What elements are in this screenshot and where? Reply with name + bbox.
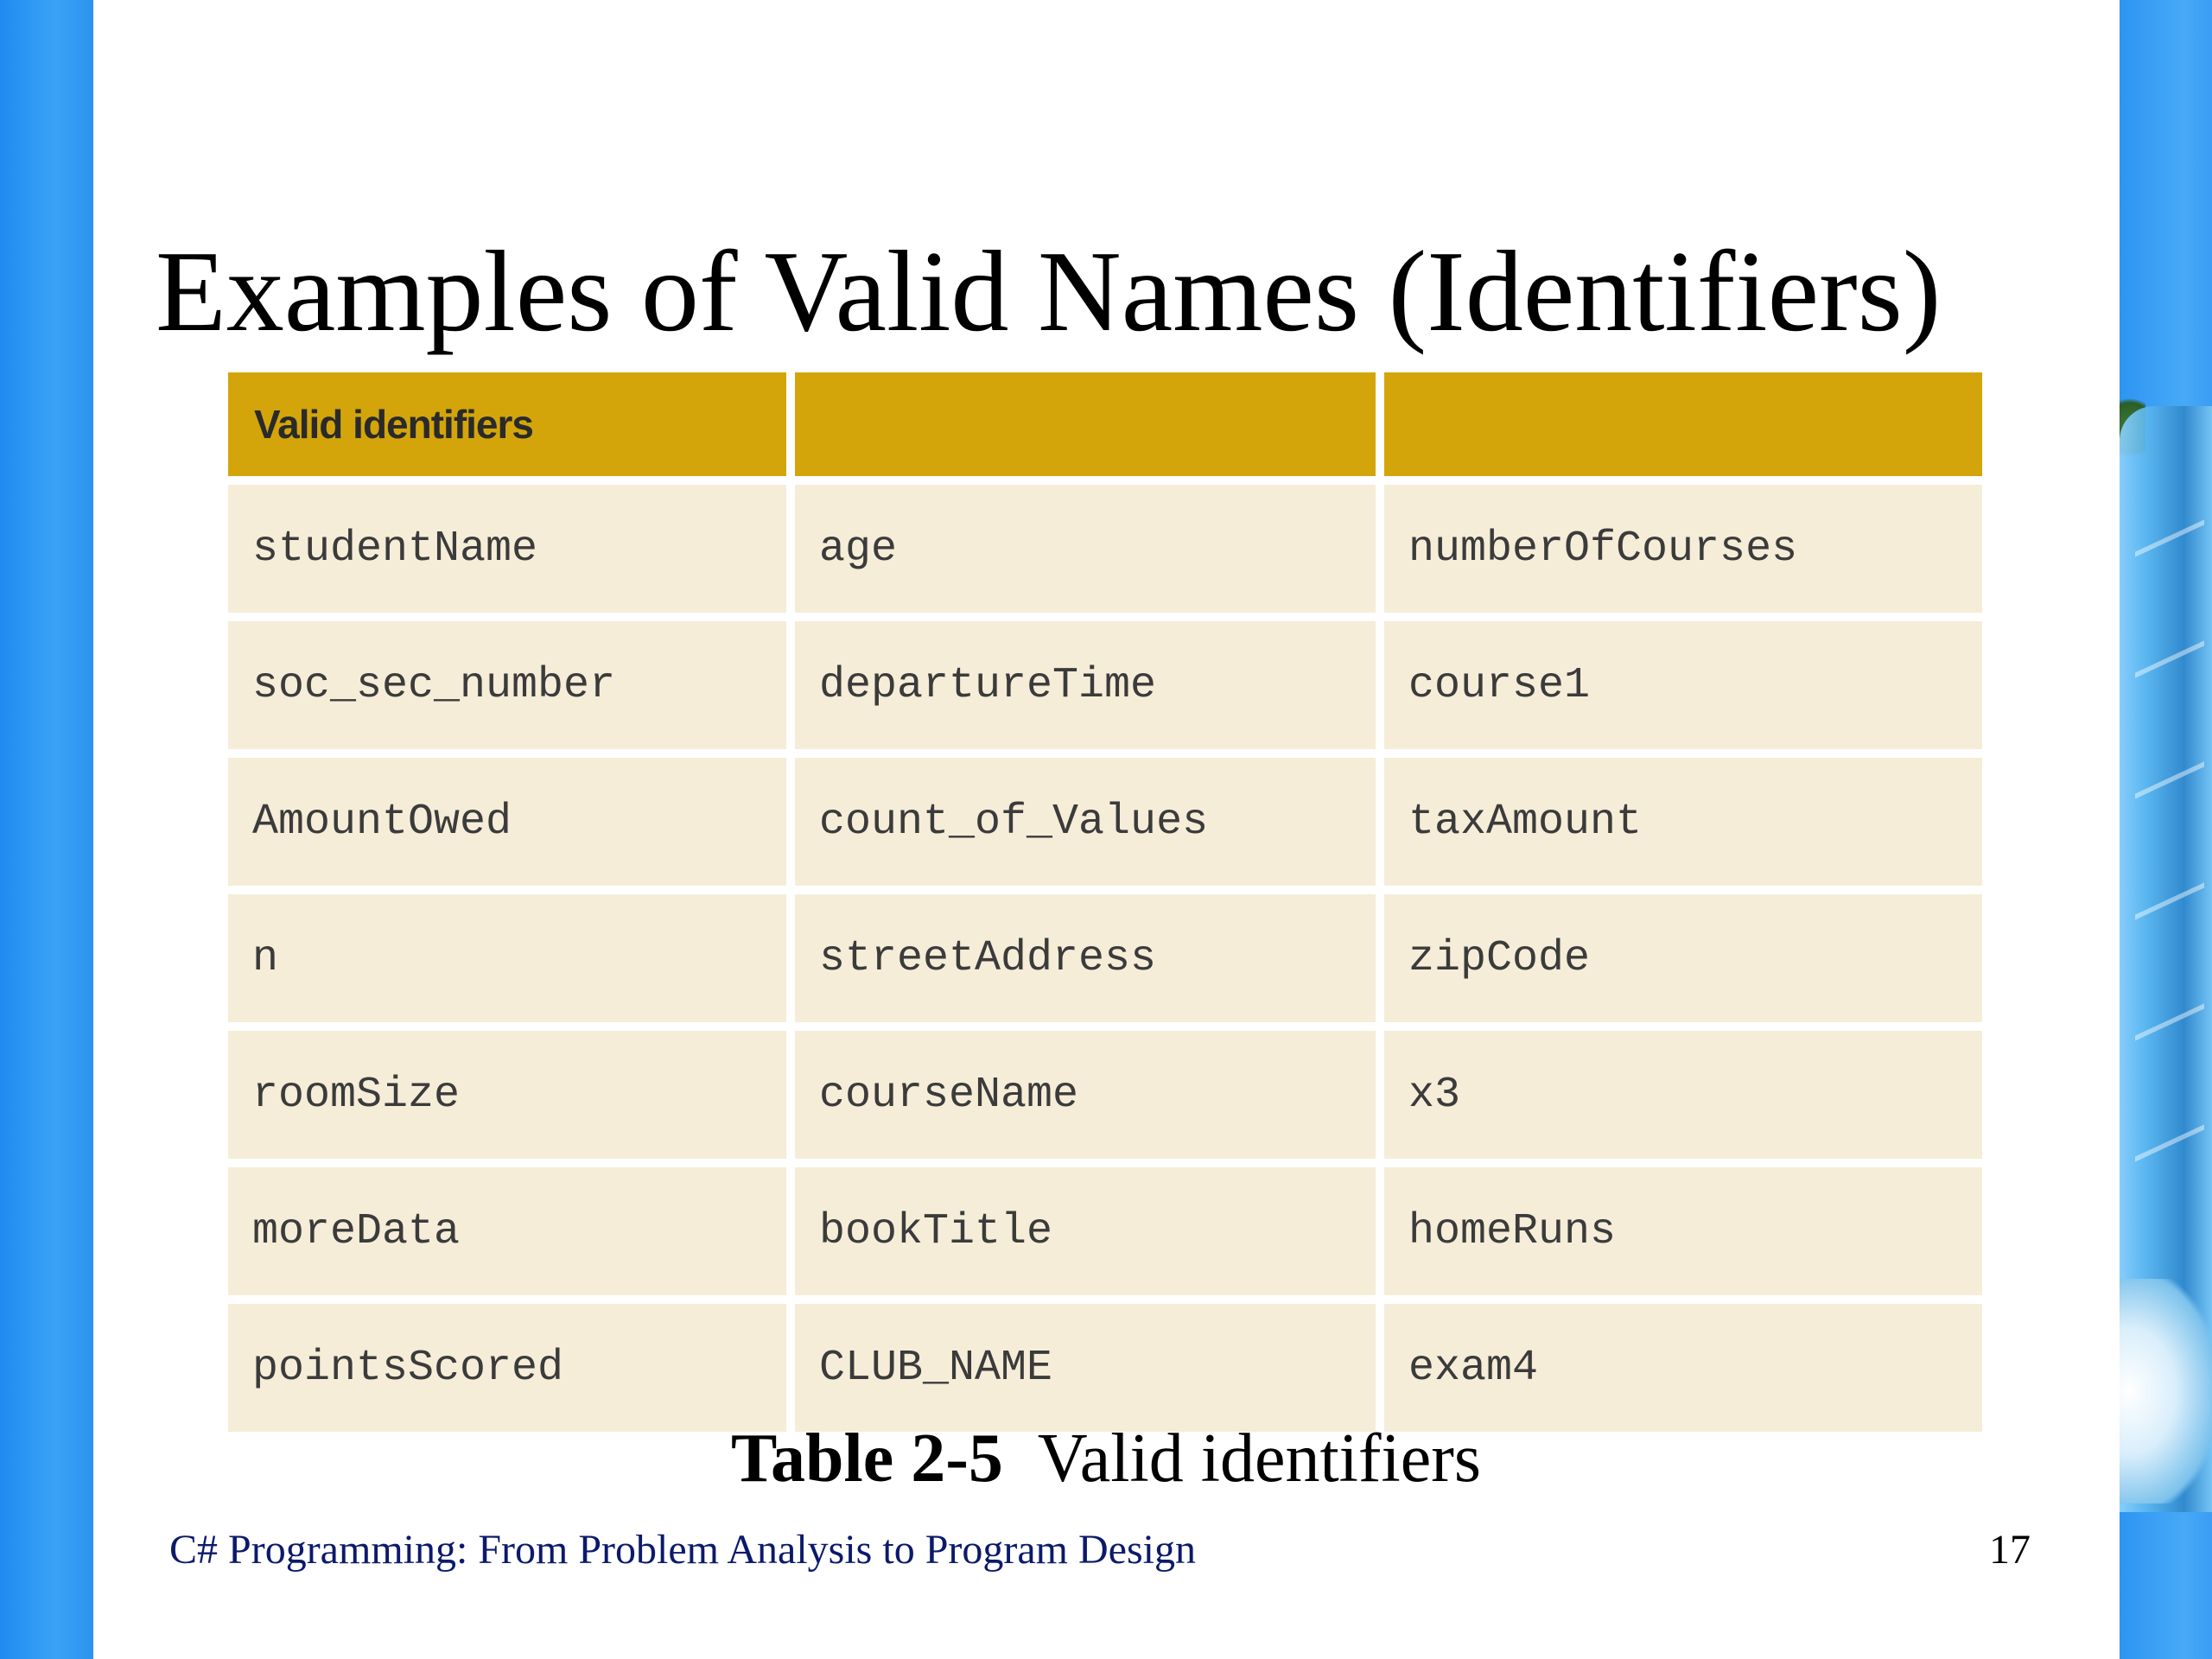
table-cell: departureTime xyxy=(795,621,1376,749)
table-caption-text: Valid identifiers xyxy=(1037,1421,1482,1497)
table-caption xyxy=(0,1417,2212,1500)
table-header-row xyxy=(228,372,1982,476)
table-row xyxy=(228,1304,1982,1432)
table-row xyxy=(228,1167,1982,1295)
table-header-cell xyxy=(795,372,1376,476)
page-number: 17 xyxy=(1989,1527,2031,1573)
table-cell: x3 xyxy=(1384,1031,1982,1159)
table-row xyxy=(228,621,1982,749)
footer-course-title: C# Programming: From Problem Analysis to Program Design xyxy=(169,1527,1196,1573)
table-cell: zipCode xyxy=(1384,894,1982,1022)
table-cell: CLUB_NAME xyxy=(795,1304,1376,1432)
left-decorative-bar xyxy=(0,0,93,1659)
table-cell: exam4 xyxy=(1384,1304,1982,1432)
table-cell: numberOfCourses xyxy=(1384,485,1982,613)
table-row xyxy=(228,758,1982,886)
valid-identifiers-table xyxy=(219,364,1991,1440)
table-cell: AmountOwed xyxy=(228,758,786,886)
table-cell: studentName xyxy=(228,485,786,613)
table-cell: bookTitle xyxy=(795,1167,1376,1295)
table-cell: pointsScored xyxy=(228,1304,786,1432)
table-cell: soc_sec_number xyxy=(228,621,786,749)
slide-title: Examples of Valid Names (Identifiers) xyxy=(156,227,1942,355)
table-row xyxy=(228,894,1982,1022)
table-cell: taxAmount xyxy=(1384,758,1982,886)
table-cell: courseName xyxy=(795,1031,1376,1159)
table-cell: moreData xyxy=(228,1167,786,1295)
table-header-cell xyxy=(1384,372,1982,476)
table-cell: count_of_Values xyxy=(795,758,1376,886)
table-cell: course1 xyxy=(1384,621,1982,749)
right-decorative-panel xyxy=(2120,0,2212,1659)
table-caption-label: Table 2-5 xyxy=(730,1421,1003,1497)
table-cell: streetAddress xyxy=(795,894,1376,1022)
table-row xyxy=(228,1031,1982,1159)
table-cell: n xyxy=(228,894,786,1022)
table-cell: roomSize xyxy=(228,1031,786,1159)
table-cell: age xyxy=(795,485,1376,613)
table-header-cell: Valid identifiers xyxy=(228,372,786,476)
table-row xyxy=(228,485,1982,613)
table-cell: homeRuns xyxy=(1384,1167,1982,1295)
